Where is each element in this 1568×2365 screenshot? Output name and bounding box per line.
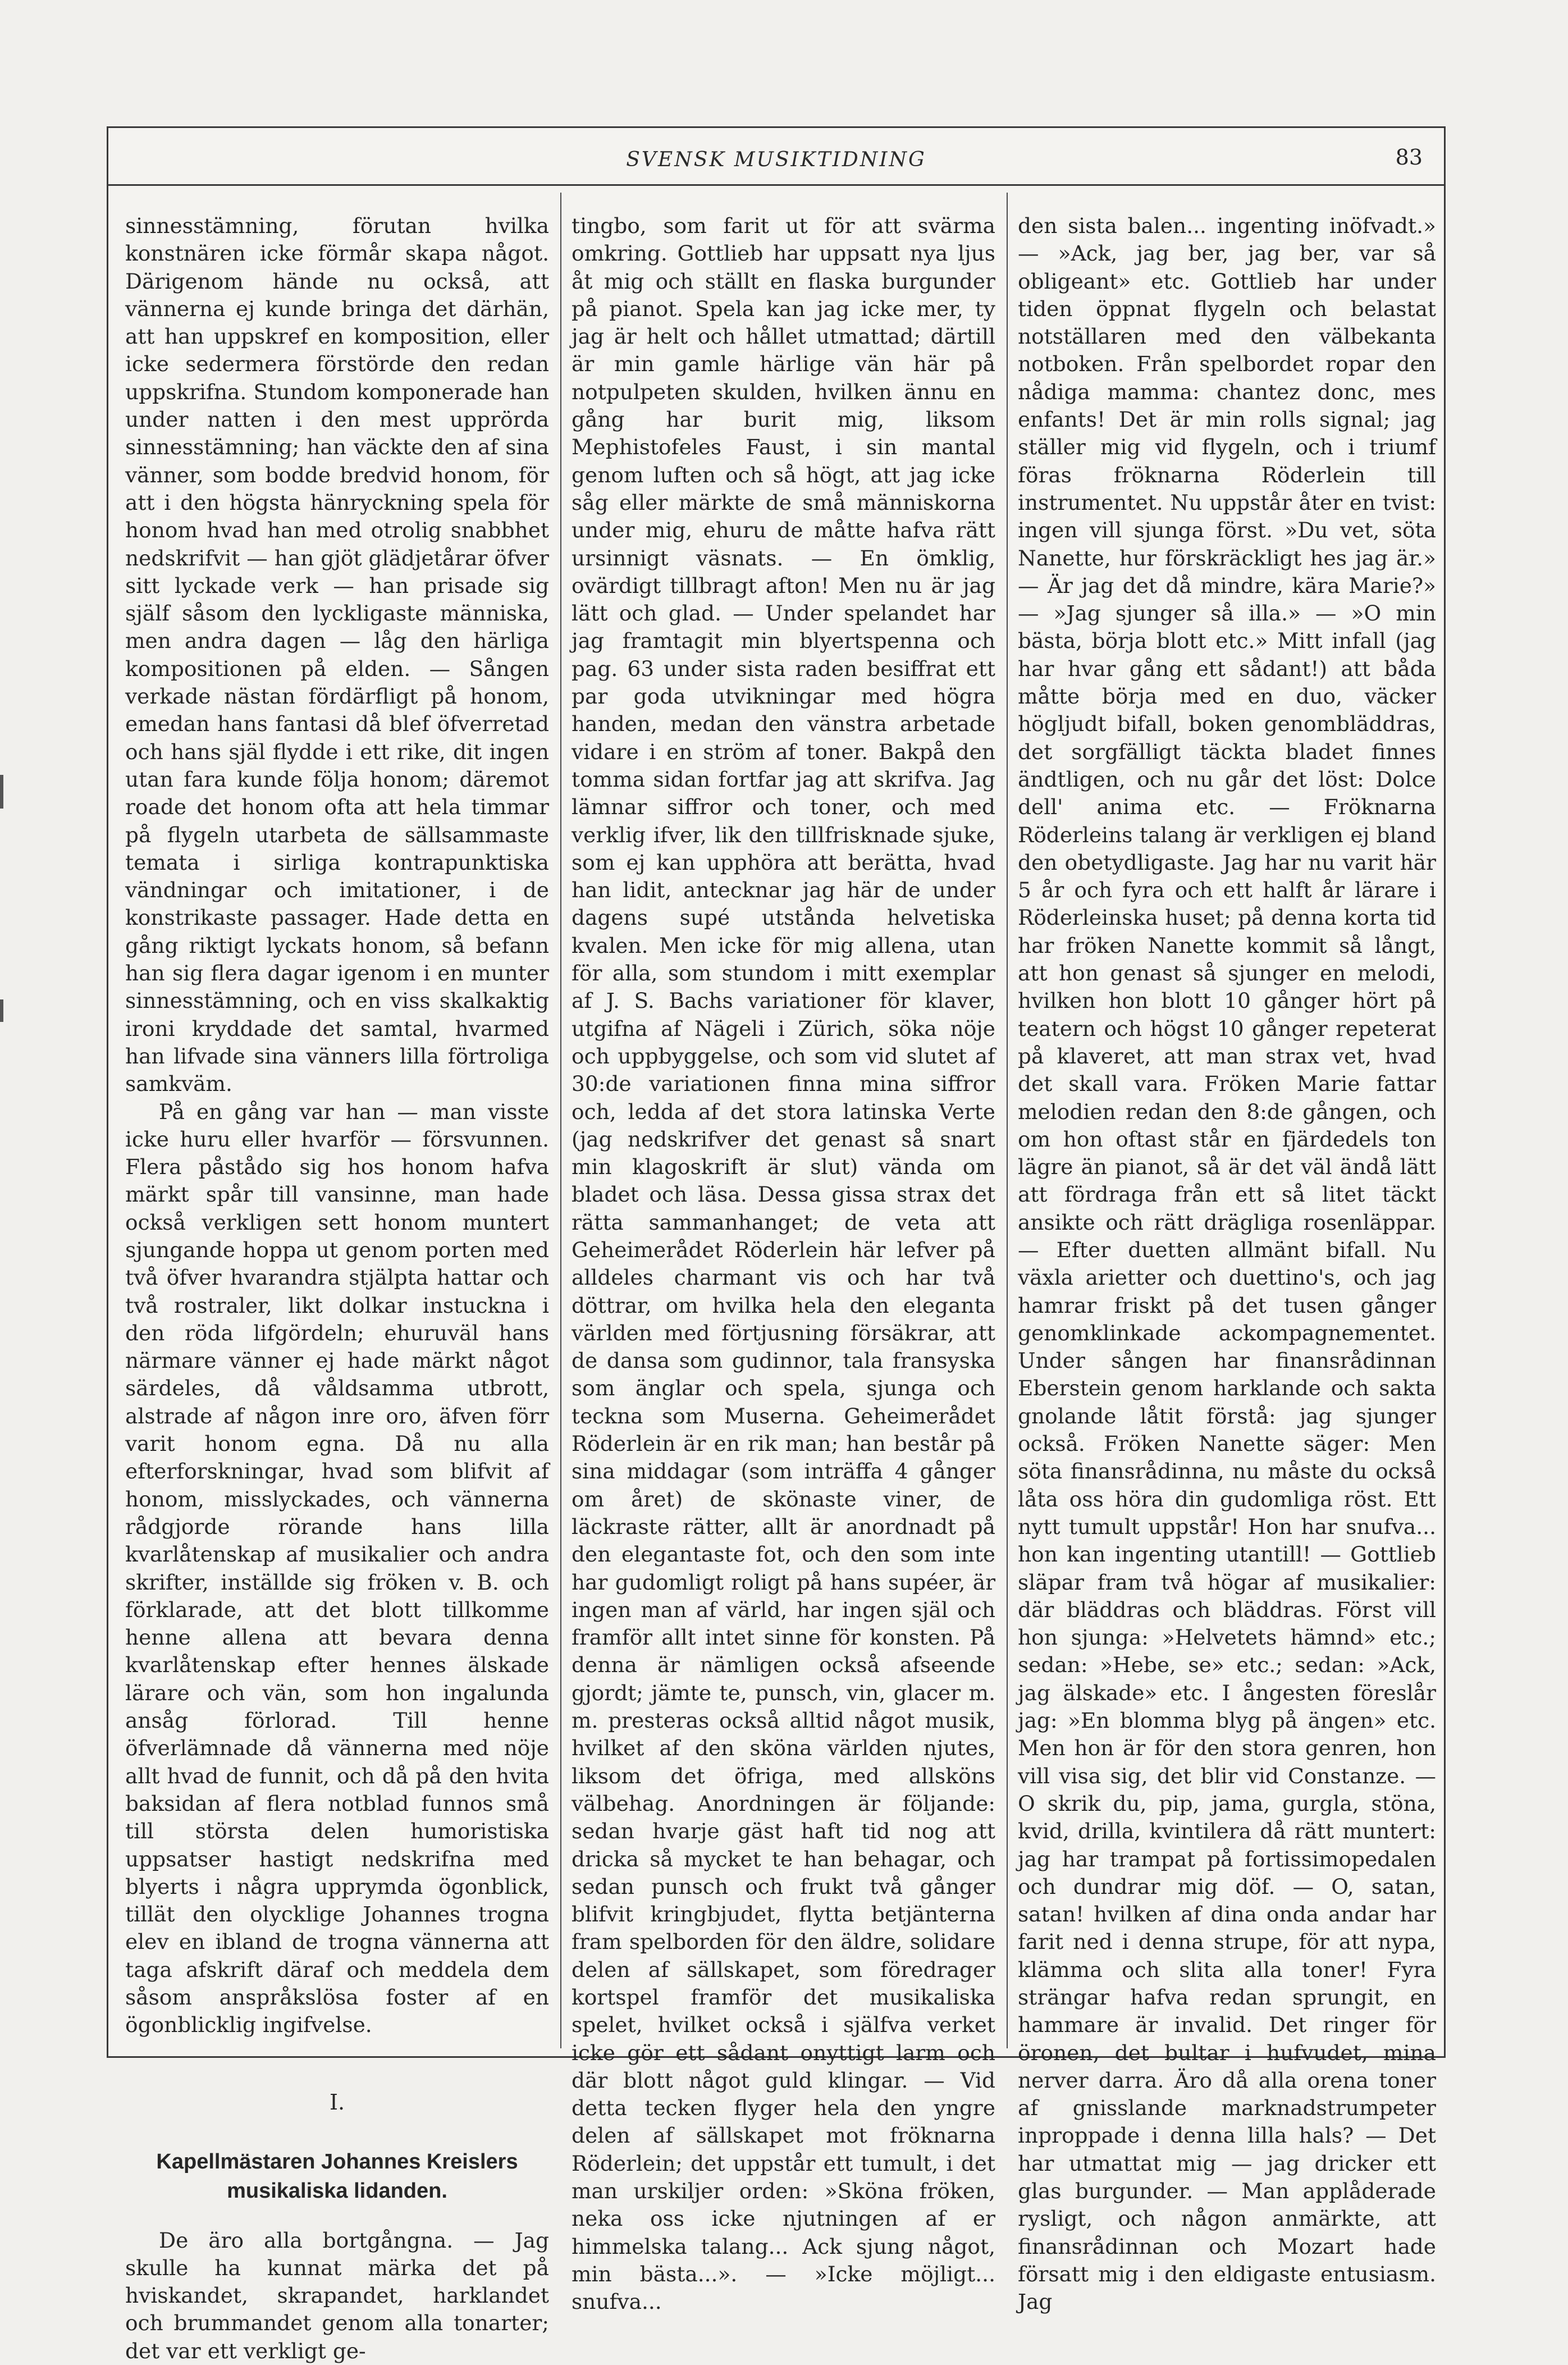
paragraph: tingbo, som farit ut för att svärma omkring. Gottlieb har uppsatt nya ljus åt mig och ställt en flaska burgunder på pianot. Spela kan jag icke mer, ty jag är helt och hållet utmattad; därtill är min gamle härlige vän här på notpulpeten skulden, hvilken ännu en gång har burit mig, liksom Mephistofeles Faust, i sin mantal genom luften och så högt, att jag icke såg eller märkte de små människorna under mig, ehuru de måtte hafva rätt ursinnigt väsnats. — En ömklig, ovärdigt tillbragt afton! Men nu är jag lätt och glad. — Under spelandet har jag framtagit min blyertspenna och pag. 63 under sista raden besiffrat ett par goda utvikningar med högra handen, medan den vänstra arbetade vidare i en ström af toner. Bakpå den tomma sidan fortfar jag att skrifva. Jag lämnar siffror och toner, och med verklig ifver, lik den tillfrisknade sjuke, som ej kan upphöra att berätta, hvad han lidit, antecknar jag här de under dagens supé utstånda helvetiska kvalen. Men icke för mig allena, utan för alla, som stundom i mitt exemplar af J. S. Bachs variationer för klaver, utgifna af Nägeli i Zürich, söka nöje och uppbyggelse, och som vid slutet af 30:de variationen finna mina siffror och, ledda af det stora latinska Verte (jag nedskrifver det genast så snart min klagoskrift är slut) vända om bladet och läsa. Dessa gissa strax det rätta sammanhanget; de veta att Geheimerådet Röderlein här lefver på alldeles charmant vis och har två döttrar, om hvilka hela den eleganta världen med förtjusning försäkrar, att de dansa som gudinnor, tala fransyska som änglar och spela, sjunga och teckna som Muserna. Geheimerådet Röderlein är en rik man; han består på sina middagar (som inträffa 4 gånger om året) de skönaste viner, de läckraste rätter, allt är anordnadt på den elegantaste fot, och den som inte har gudomligt roligt på hans supéer, är ingen man af värld, har ingen själ och framför allt intet sinne för konsten. På denna är nämligen också afseende gjordt; jämte te, punsch, vin, glacer m. m. presteras också alltid något musik, hvilket af den sköna världen njutes, liksom det öfriga, med allsköns välbehag. Anordningen är följande: sedan hvarje gäst haft tid nog att dricka så mycket te han behagar, och sedan punsch och frukt två gånger blifvit kringbjudet, flytta betjänterna fram spelborden för den äldre, solidare delen af sällskapet, som föredrager kortspel framför det musikaliska spelet, hvilket också i själfva verket icke gör ett sådant onyttigt larm och där blott något guld klingar. — Vid detta tecken flyger hela den yngre delen af sällskapet mot fröknarna Röderlein; det uppstår ett tumult, i det man urskiljer orden: »Sköna fröken, neka oss icke njutningen af er himmelska talang... Ack sjung något, min bästa...». — »Icke möjligt... snufva... (572, 213, 995, 2314)
paragraph: sinnesstämning, förutan hvilka konstnären icke förmår skapa något. Därigenom hände nu också, att vännerna ej kunde bringa det därhän, att han uppskref en komposition, eller icke sedermera förstörde den redan uppskrifna. Stundom komponerade han under natten i den mest upprörda sinnesstämning; han väckte den af sina vänner, som bodde bredvid honom, för att i den högsta hänryckning spela för honom hvad han med otrolig snabbhet nedskrifvit — han gjöt glädjetårar öfver sitt lyckade verk — han prisade sig själf såsom den lyckligaste människa, men andra dagen — låg den härliga kompositionen på elden. — Sången verkade nästan fördärfligt på honom, emedan hans fantasi då blef öfverretad och hans själ flydde i ett rike, dit ingen utan fara kunde följa honom; däremot roade det honom ofta att hela timmar på flygeln utarbeta de sällsammaste temata i sirliga kontrapunktiska vändningar och imitationer, i de konstrikaste passager. Hade detta en gång riktigt lyckats honom, så befann han sig flera dagar igenom i en munter sinnesstämning, och en viss skalkaktig ironi kryddade det samtal, hvarmed han lifvade sina vänners lilla förtroliga samkväm. (125, 213, 549, 1097)
section-heading-line: musikaliska lidanden. (227, 2179, 447, 2203)
scan-edge-mark (0, 999, 3, 1022)
running-header (108, 128, 1444, 186)
text-column-3 (1018, 212, 1436, 2314)
page-frame (107, 126, 1446, 2363)
section-heading-line: Kapellmästaren Johannes Kreislers (156, 2149, 518, 2174)
scan-edge-mark (0, 775, 3, 809)
text-column-1 (125, 212, 549, 2363)
column-divider (1007, 193, 1008, 2048)
paragraph: den sista balen... ingenting inöfvadt.» — »Ack, jag ber, jag ber, var så obligeant» etc. Gottlieb har under tiden öppnat flygeln och belastat notställaren med den välbekanta notboken. Från spelbordet ropar den nådiga mamma: chantez donc, mes enfants! Det är min rolls signal; jag ställer mig vid flygeln, och i triumf föras fröknarna Röderlein till instrumentet. Nu uppstår åter en tvist: ingen vill sjunga först. »Du vet, söta Nanette, hur förskräckligt hes jag är.» — Är jag det då mindre, kära Marie?» — »Jag sjunger så illa.» — »O min bästa, börja blott etc.» Mitt infall (jag har hvar gång ett sådant!) att båda måtte börja med en duo, väcker högljudt bifall, boken genombläddras, det sorgfälligt täckta bladet finnes ändtligen, och nu går det löst: Dolce dell' anima etc. — Fröknarna Röderleins talang är verkligen ej bland den obetydligaste. Jag har nu varit här 5 år och fyra och ett halft år lärare i Röderleinska huset; på denna korta tid har fröken Nanette kommit så långt, att hon genast så sjunger en melodi, hvilken hon blott 10 gånger hört på teatern och högst 10 gånger repeterat på klaveret, att man strax vet, hvad det skall vara. Fröken Marie fattar melodien redan den 8:de gången, och om hon oftast står en fjärdedels ton lägre än pianot, så är det väl ändå lätt att fördraga från ett så litet täckt ansikte och rätt drägliga rosenläppar. — Efter duetten allmänt bifall. Nu växla arietter och duettino's, och jag hamrar friskt på det tusen gånger genomklinkade ackompagnementet. Under sången har finansrådinnan Eberstein genom harklande och sakta gnolande låtit förstå: jag sjunger också. Fröken Nanette säger: Men söta finansrådinna, nu måste du också låta oss höra din gudomliga röst. Ett nytt tumult uppstår! Hon har snufva... hon kan ingenting utantill! — Gottlieb släpar fram två högar af musikalier: där bläddras och bläddras. Först vill hon sjunga: »Helvetets hämnd» etc.; sedan: »Hebe, se» etc.; sedan: »Ack, jag älskade» etc. I ångesten föreslår jag: »En blomma blyg på ängen» etc. Men hon är för den stora genren, hon vill visa sig, det blir vid Constanze. — O skrik du, pip, jama, gurgla, stöna, kvid, drilla, kvintilera då rätt muntert: jag har trampat på fortissimopedalen och dundrar mig döf. — O, satan, satan! hvilken af dina onda andar har farit ned i denna strupe, för att nypa, klämma och slita alla toner! Fyra strängar hafva redan sprungit, en hammare är invalid. Det ringer för öronen, det bultar i hufvudet, mina nerver darra. Äro då alla orena toner af gnisslande marknadstrumpeter inproppade i denna lilla hals? — Det har utmattat mig — jag dricker ett glas burgunder. — Man applåderade rysligt, och någon anmärkte, att finansrådinnan och Mozart hade försatt mig i den eldigaste entusiasm. Jag (1018, 213, 1436, 2314)
paragraph: På en gång var han — man visste icke huru eller hvarför — försvunnen. Flera påstådo sig hos honom hafva märkt spår till vansinne, man hade också verkligen sett honom muntert sjungande hoppa ut genom porten med två öfver hvarandra stjälpta hattar och två rostraler, likt dolkar instuckna i den röda lifgördeln; ehuruväl hans närmare vänner ej hade märkt något särdeles, då våldsamma utbrott, alstrade af någon inre oro, äfven förr varit honom egna. Då nu alla efterforskningar, hvad som blifvit af honom, misslyckades, och vännerna rådgjorde rörande hans lilla kvarlåtenskap af musikalier och andra skrifter, inställde sig fröken v. B. och förklarade, att det blott tillkomme henne allena att bevara denna kvarlåtenskap efter hennes älskade lärare och vän, som hon ingalunda ansåg förlorad. Till henne öfverlämnade då vännerna med nöje allt hvad de funnit, och då på den hvita baksidan af flera notblad funnos små till största delen humoristiska uppsatser hastigt nedskrifna med blyerts i några upprymda ögonblick, tillät den olycklige Johannes trogna elev en ibland de trogna vännerna att taga afskrift däraf och meddela dem såsom anspråkslösa foster af en ögonblicklig ingifvelse. (125, 1099, 549, 2038)
column-divider (560, 193, 561, 2048)
page-number: 83 (1395, 145, 1423, 170)
section-number: I. (329, 2089, 345, 2115)
section-heading (125, 2147, 549, 2206)
journal-title: SVENSK MUSIKTIDNING (626, 148, 926, 171)
text-column-2 (572, 212, 995, 2314)
paragraph: De äro alla bortgångna. — Jag skulle ha kunnat märka det på hviskandet, skrapandet, harklandet och brummandet genom alla tonarter; det var ett verkligt ge- (125, 2227, 549, 2363)
